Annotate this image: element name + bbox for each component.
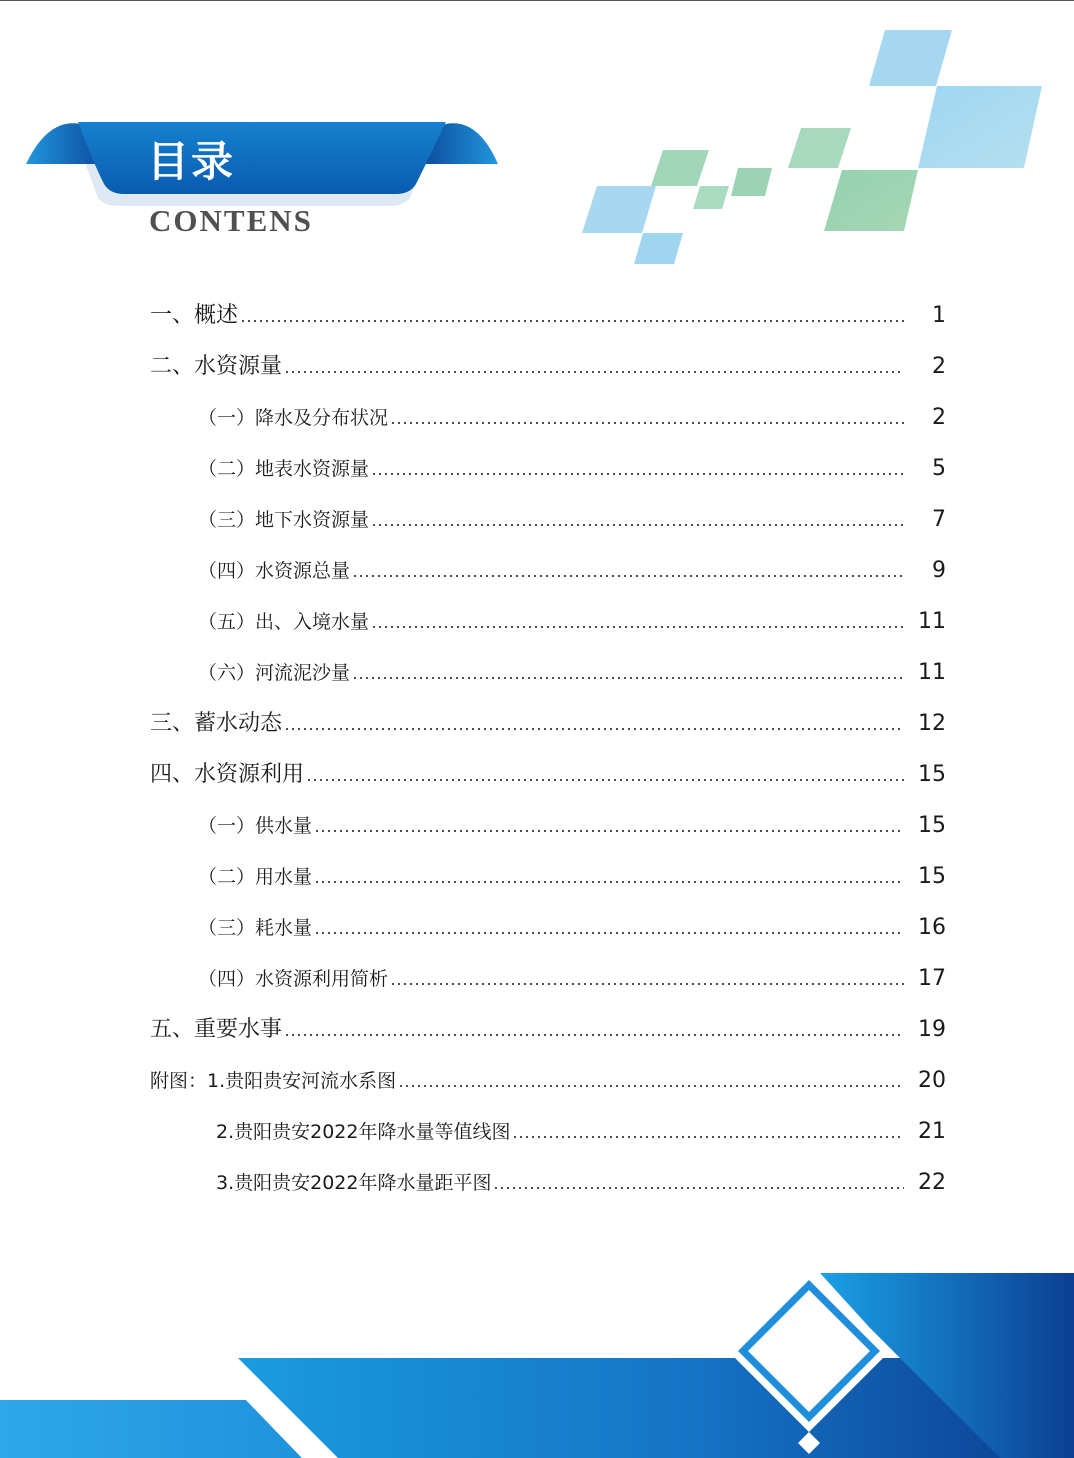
- toc-entry[interactable]: [150, 290, 946, 341]
- toc-page-number: 9: [932, 558, 946, 583]
- toc-page-number: 1: [932, 303, 946, 328]
- toc-entry[interactable]: [150, 698, 946, 749]
- toc-entry[interactable]: [198, 953, 946, 1004]
- toc-entry[interactable]: [150, 1004, 946, 1055]
- toc-page-number: 2: [932, 354, 946, 379]
- toc-entry[interactable]: [198, 851, 946, 902]
- toc-page-number: 2: [932, 405, 946, 430]
- toc-page-number: 22: [918, 1170, 946, 1195]
- dot-leader: [398, 1083, 904, 1089]
- mosaic-tile: [582, 186, 656, 233]
- dot-leader: [390, 981, 904, 987]
- dot-leader: [284, 369, 904, 375]
- toc-page-number: 15: [918, 762, 946, 787]
- decorative-mosaic: [0, 0, 1074, 290]
- toc-entry[interactable]: [198, 545, 946, 596]
- dot-leader: [371, 471, 904, 477]
- mosaic-tile: [651, 150, 709, 186]
- toc-entry[interactable]: [150, 749, 946, 800]
- toc-entry-label: （四）水资源利用简析: [198, 968, 389, 990]
- dot-leader: [371, 624, 904, 630]
- toc-entry[interactable]: [198, 800, 946, 851]
- toc-page-number: 11: [918, 660, 946, 685]
- mosaic-tile: [918, 86, 1042, 168]
- toc-entry-label: 三、蓄水动态: [150, 711, 283, 736]
- toc-page-number: 16: [918, 915, 946, 940]
- page-subtitle: CONTENS: [149, 203, 313, 238]
- toc-page-number: 19: [918, 1017, 946, 1042]
- dot-leader: [240, 318, 904, 324]
- toc-entry[interactable]: [216, 1106, 946, 1157]
- toc-entry-label: 四、水资源利用: [150, 762, 305, 787]
- toc-entry-label: 2.贵阳贵安2022年降水量等值线图: [216, 1121, 511, 1143]
- toc-entry-label: 3.贵阳贵安2022年降水量距平图: [216, 1172, 492, 1194]
- dot-leader: [371, 522, 904, 528]
- dot-leader: [306, 777, 904, 783]
- toc-entry-label: 一、概述: [150, 303, 239, 328]
- page-title: 目录: [147, 137, 236, 186]
- dot-leader: [352, 573, 904, 579]
- toc-page-number: 5: [932, 456, 946, 481]
- dot-leader: [390, 420, 904, 426]
- toc-entry-label: （四）水资源总量: [198, 560, 351, 582]
- toc-page-number: 11: [918, 609, 946, 634]
- toc-page-number: 15: [918, 813, 946, 838]
- toc-page-number: 12: [918, 711, 946, 736]
- toc-entry[interactable]: [198, 596, 946, 647]
- mosaic-tile: [788, 128, 851, 168]
- dot-leader: [284, 726, 904, 732]
- toc-page-number: 20: [918, 1068, 946, 1093]
- toc-entry-label: （二）地表水资源量: [198, 458, 370, 480]
- toc-page-number: 7: [932, 507, 946, 532]
- toc-entry-label: 附图：1.贵阳贵安河流水系图: [150, 1070, 397, 1092]
- mosaic-tile: [731, 168, 772, 196]
- toc-entry-label: （一）供水量: [198, 815, 313, 837]
- toc-entry-label: （一）降水及分布状况: [198, 407, 389, 429]
- toc-entry-label: （三）地下水资源量: [198, 509, 370, 531]
- toc-entry[interactable]: [198, 392, 946, 443]
- dot-leader: [512, 1134, 904, 1140]
- dot-leader: [284, 1032, 904, 1038]
- mosaic-tile: [824, 170, 918, 231]
- mosaic-tile: [693, 186, 729, 209]
- toc-entry[interactable]: [198, 647, 946, 698]
- mosaic-tile: [634, 233, 683, 264]
- toc-entry[interactable]: [150, 341, 946, 392]
- toc-entry[interactable]: [216, 1157, 946, 1208]
- toc-entry-label: （五）出、入境水量: [198, 611, 370, 633]
- dot-leader: [314, 930, 904, 936]
- toc-entry[interactable]: [150, 1055, 946, 1106]
- dot-leader: [314, 828, 904, 834]
- dot-leader: [493, 1185, 904, 1191]
- dot-leader: [314, 879, 904, 885]
- toc-entry-label: （三）耗水量: [198, 917, 313, 939]
- toc-entry[interactable]: [198, 443, 946, 494]
- footer-banner: [0, 1258, 1074, 1458]
- toc-page-number: 17: [918, 966, 946, 991]
- toc-entry-label: （六）河流泥沙量: [198, 662, 351, 684]
- toc-entry-label: 二、水资源量: [150, 354, 283, 379]
- toc-page-number: 21: [918, 1119, 946, 1144]
- dot-leader: [352, 675, 904, 681]
- toc-entry-label: 五、重要水事: [150, 1017, 283, 1042]
- toc-entry-label: （二）用水量: [198, 866, 313, 888]
- toc-entry[interactable]: [198, 902, 946, 953]
- toc-page-number: 15: [918, 864, 946, 889]
- mosaic-tile: [869, 30, 952, 86]
- toc-entry[interactable]: [198, 494, 946, 545]
